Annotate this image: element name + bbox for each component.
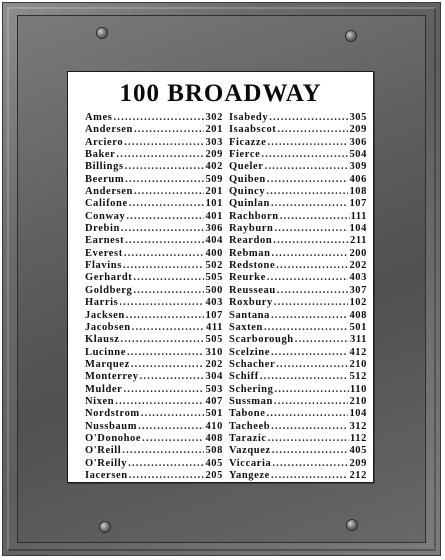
entry-room-number: 210 <box>349 358 367 370</box>
entry-room-number: 209 <box>205 149 223 161</box>
entry-name: Saxten <box>229 321 263 333</box>
entry-room-number: 500 <box>205 284 223 296</box>
entry-name: Rebman <box>229 247 271 259</box>
entry-name: Klausz <box>85 334 120 346</box>
directory-entry <box>229 186 367 198</box>
entry-leader-dots <box>268 433 349 445</box>
directory-entry <box>85 272 223 284</box>
directory-entry <box>85 174 223 186</box>
directory-entry <box>229 235 367 247</box>
entry-name: Tabone <box>229 408 266 420</box>
entry-name: Flavins <box>85 260 122 272</box>
directory-entry <box>85 445 223 457</box>
entry-room-number: 202 <box>205 358 223 370</box>
entry-leader-dots <box>129 198 205 210</box>
entry-room-number: 403 <box>205 297 223 309</box>
directory-entry <box>85 371 223 383</box>
entry-room-number: 209 <box>349 124 367 136</box>
entry-name: O'Reill <box>85 445 122 457</box>
entry-room-number: 102 <box>349 297 367 309</box>
entry-name: Jacksen <box>85 309 125 321</box>
entry-name: Califone <box>85 198 128 210</box>
entry-room-number: 202 <box>349 260 367 272</box>
entry-name: Schiff <box>229 371 259 383</box>
entry-leader-dots <box>132 322 205 334</box>
entry-room-number: 400 <box>205 247 223 259</box>
entry-leader-dots <box>124 137 204 149</box>
entry-leader-dots <box>269 112 348 124</box>
directory-entry <box>85 384 223 396</box>
entry-name: Marquez <box>85 358 130 370</box>
entry-name: Sussman <box>229 395 273 407</box>
entry-name: Tacheeb <box>229 420 271 432</box>
directory-entry <box>85 124 223 136</box>
entry-room-number: 304 <box>205 371 223 383</box>
entry-room-number: 210 <box>349 395 367 407</box>
directory-entry <box>229 297 367 309</box>
directory-entry <box>229 223 367 235</box>
entry-leader-dots <box>271 198 348 210</box>
entry-name: Goldberg <box>85 284 133 296</box>
entry-name: Gerhardt <box>85 272 133 284</box>
screw-icon <box>100 522 110 532</box>
entry-room-number: 212 <box>349 469 367 481</box>
entry-leader-dots <box>267 174 349 186</box>
directory-entry <box>229 260 367 272</box>
directory-entry <box>85 248 223 260</box>
entry-name: Lucinne <box>85 346 126 358</box>
entry-name: Scarborough <box>229 334 294 346</box>
directory-entry <box>85 260 223 272</box>
entry-room-number: 312 <box>349 420 367 432</box>
directory-entry <box>85 359 223 371</box>
directory-entry <box>85 322 223 334</box>
entry-name: O'Donohoe <box>85 432 142 444</box>
directory-entry <box>85 310 223 322</box>
entry-name: Conway <box>85 210 126 222</box>
entry-room-number: 302 <box>205 112 223 123</box>
entry-leader-dots <box>274 396 349 408</box>
directory-entry <box>85 408 223 420</box>
entry-name: Fierce <box>229 149 261 161</box>
entry-leader-dots <box>126 211 204 223</box>
entry-leader-dots <box>271 470 348 482</box>
directory-entry <box>229 322 367 334</box>
entry-room-number: 201 <box>205 124 223 136</box>
screw-icon <box>346 31 356 41</box>
entry-room-number: 310 <box>205 346 223 358</box>
entry-name: Schering <box>229 383 274 395</box>
entry-name: Reurke <box>229 272 266 284</box>
entry-room-number: 512 <box>349 371 367 383</box>
entry-leader-dots <box>119 297 204 309</box>
directory-entry <box>85 285 223 297</box>
entry-room-number: 407 <box>205 395 223 407</box>
entry-leader-dots <box>128 458 204 470</box>
entry-name: Billings <box>85 161 124 173</box>
directory-entry <box>229 112 367 124</box>
entry-room-number: 211 <box>350 235 367 247</box>
entry-room-number: 306 <box>205 223 223 235</box>
directory-entry <box>229 347 367 359</box>
directory-entry <box>229 174 367 186</box>
directory-entry <box>229 384 367 396</box>
directory-entry <box>229 371 367 383</box>
entry-name: Roxbury <box>229 297 273 309</box>
entry-room-number: 107 <box>349 198 367 210</box>
directory-entry <box>85 186 223 198</box>
entry-name: Baker <box>85 149 116 161</box>
entry-name: Queler <box>229 161 264 173</box>
directory-entry <box>229 421 367 433</box>
screw-icon <box>347 520 357 530</box>
entry-leader-dots <box>274 297 349 309</box>
directory-entry <box>229 408 367 420</box>
directory-entry <box>85 211 223 223</box>
directory-entry <box>229 248 367 260</box>
entry-name: Tarazic <box>229 432 267 444</box>
directory-entry <box>85 396 223 408</box>
entry-leader-dots <box>274 384 349 396</box>
entry-room-number: 505 <box>205 272 223 284</box>
entry-room-number: 406 <box>349 173 367 185</box>
entry-room-number: 411 <box>206 321 223 333</box>
directory-entry <box>229 310 367 322</box>
entry-name: Vazquez <box>229 445 271 457</box>
entry-leader-dots <box>276 359 348 371</box>
directory-entry <box>229 272 367 284</box>
entry-name: Andersen <box>85 124 133 136</box>
entry-leader-dots <box>274 223 348 235</box>
directory-entry <box>229 334 367 346</box>
entry-name: Viccaria <box>229 457 272 469</box>
entry-room-number: 410 <box>205 420 223 432</box>
entry-room-number: 101 <box>205 198 223 210</box>
entry-leader-dots <box>271 310 348 322</box>
entry-room-number: 303 <box>205 136 223 148</box>
entry-name: Schacher <box>229 358 276 370</box>
directory-entry <box>229 137 367 149</box>
entry-leader-dots <box>127 347 204 359</box>
directory-entry <box>85 458 223 470</box>
entry-leader-dots <box>260 371 349 383</box>
entry-leader-dots <box>133 272 204 284</box>
entry-leader-dots <box>131 359 205 371</box>
directory-entry <box>229 285 367 297</box>
entry-leader-dots <box>121 334 205 346</box>
entry-room-number: 305 <box>349 112 367 123</box>
entry-name: Mulder <box>85 383 123 395</box>
entry-room-number: 509 <box>205 173 223 185</box>
directory-entry <box>85 198 223 210</box>
entry-room-number: 306 <box>349 136 367 148</box>
entry-leader-dots <box>267 272 349 284</box>
directory-title: 100 BROADWAY <box>119 80 322 107</box>
entry-name: Ficazze <box>229 136 267 148</box>
directory-entry <box>229 198 367 210</box>
directory-entry <box>229 458 367 470</box>
directory-entry <box>85 334 223 346</box>
entry-room-number: 408 <box>205 432 223 444</box>
entry-name: Rachborn <box>229 210 279 222</box>
entry-name: Andersen <box>85 186 133 198</box>
entry-room-number: 104 <box>349 408 367 420</box>
entry-room-number: 309 <box>349 161 367 173</box>
entry-name: Quincy <box>229 186 266 198</box>
entry-leader-dots <box>133 285 204 297</box>
entry-leader-dots <box>295 334 349 346</box>
entry-name: Quinlan <box>229 198 270 210</box>
entry-room-number: 405 <box>205 457 223 469</box>
directory-entry <box>229 124 367 136</box>
entry-room-number: 503 <box>205 383 223 395</box>
entry-name: Rayburn <box>229 223 274 235</box>
entry-room-number: 402 <box>205 161 223 173</box>
directory-entry <box>229 396 367 408</box>
entry-leader-dots <box>264 322 349 334</box>
screw-icon <box>97 28 107 38</box>
entry-leader-dots <box>122 445 204 457</box>
entry-leader-dots <box>277 124 348 136</box>
entry-leader-dots <box>116 149 204 161</box>
directory-entry <box>85 470 223 482</box>
entry-name: Harris <box>85 297 119 309</box>
entry-name: Beerum <box>85 173 125 185</box>
entry-leader-dots <box>266 186 348 198</box>
entry-name: Reardon <box>229 235 273 247</box>
entry-room-number: 104 <box>349 223 367 235</box>
entry-name: Jacobsen <box>85 321 131 333</box>
entry-room-number: 107 <box>205 309 223 321</box>
entry-leader-dots <box>272 458 348 470</box>
entry-name: Yangeze <box>229 469 270 481</box>
directory-entry <box>229 470 367 482</box>
entry-room-number: 408 <box>349 309 367 321</box>
entry-name: O'Reilly <box>85 457 128 469</box>
entry-room-number: 405 <box>349 445 367 457</box>
directory-entry <box>229 445 367 457</box>
entry-leader-dots <box>125 235 204 247</box>
directory-entry <box>85 235 223 247</box>
entry-leader-dots <box>134 186 204 198</box>
directory-right-column <box>229 112 367 482</box>
entry-leader-dots <box>265 161 349 173</box>
entry-leader-dots <box>125 174 204 186</box>
directory-entry <box>85 161 223 173</box>
entry-leader-dots <box>141 408 205 420</box>
entry-room-number: 201 <box>205 186 223 198</box>
entry-leader-dots <box>115 396 204 408</box>
entry-leader-dots <box>126 310 205 322</box>
entry-room-number: 307 <box>349 284 367 296</box>
entry-leader-dots <box>138 421 204 433</box>
entry-room-number: 501 <box>349 321 367 333</box>
entry-room-number: 110 <box>350 383 367 395</box>
entry-leader-dots <box>125 161 205 173</box>
directory-entry <box>85 112 223 124</box>
entry-room-number: 508 <box>205 445 223 457</box>
directory-entry <box>85 149 223 161</box>
entry-leader-dots <box>277 285 349 297</box>
directory-entry <box>85 421 223 433</box>
entry-leader-dots <box>124 248 205 260</box>
entry-name: Ames <box>85 112 113 123</box>
entry-leader-dots <box>276 260 348 272</box>
entry-leader-dots <box>271 421 348 433</box>
entry-leader-dots <box>123 260 205 272</box>
entry-room-number: 501 <box>205 408 223 420</box>
entry-leader-dots <box>261 149 348 161</box>
directory-entry <box>85 137 223 149</box>
entry-room-number: 209 <box>349 457 367 469</box>
entry-leader-dots <box>267 137 348 149</box>
entry-room-number: 404 <box>205 235 223 247</box>
entry-leader-dots <box>123 384 204 396</box>
entry-name: Nussbaum <box>85 420 138 432</box>
directory-panel <box>67 71 374 483</box>
entry-name: Iacersen <box>85 469 128 481</box>
entry-name: Redstone <box>229 260 276 272</box>
directory-entry <box>229 433 367 445</box>
entry-name: Monterrey <box>85 371 139 383</box>
directory-entry <box>229 359 367 371</box>
directory-entry <box>229 211 367 223</box>
entry-name: Nordstrom <box>85 408 140 420</box>
entry-leader-dots <box>129 470 205 482</box>
entry-leader-dots <box>140 371 205 383</box>
entry-leader-dots <box>272 445 349 457</box>
directory-entry <box>229 161 367 173</box>
entry-name: Nixen <box>85 395 115 407</box>
entry-leader-dots <box>280 211 350 223</box>
entry-room-number: 401 <box>205 210 223 222</box>
directory-entry <box>85 297 223 309</box>
entry-name: Earnest <box>85 235 125 247</box>
directory-left-column <box>85 112 223 482</box>
directory-entry <box>85 433 223 445</box>
directory-entry <box>85 347 223 359</box>
directory-entry <box>229 149 367 161</box>
entry-leader-dots <box>266 408 348 420</box>
entry-name: Santana <box>229 309 270 321</box>
entry-name: Quiben <box>229 173 266 185</box>
entry-leader-dots <box>271 347 348 359</box>
entry-room-number: 504 <box>349 149 367 161</box>
entry-name: Scelzine <box>229 346 270 358</box>
entry-room-number: 502 <box>205 260 223 272</box>
directory-entry <box>85 223 223 235</box>
entry-room-number: 111 <box>350 210 367 222</box>
entry-name: Isabedy <box>229 112 269 123</box>
entry-leader-dots <box>272 248 349 260</box>
entry-room-number: 505 <box>205 334 223 346</box>
entry-room-number: 205 <box>205 469 223 481</box>
entry-name: Everest <box>85 247 123 259</box>
entry-leader-dots <box>142 433 204 445</box>
entry-leader-dots <box>121 223 205 235</box>
entry-room-number: 412 <box>349 346 367 358</box>
entry-name: Reusseau <box>229 284 276 296</box>
entry-name: Drebin <box>85 223 120 235</box>
entry-room-number: 200 <box>349 247 367 259</box>
entry-name: Arciero <box>85 136 124 148</box>
entry-name: Isaabscot <box>229 124 277 136</box>
entry-room-number: 112 <box>350 432 367 444</box>
entry-leader-dots <box>273 235 349 247</box>
entry-leader-dots <box>134 124 204 136</box>
entry-room-number: 108 <box>349 186 367 198</box>
entry-leader-dots <box>113 112 204 124</box>
entry-room-number: 403 <box>349 272 367 284</box>
entry-room-number: 311 <box>350 334 367 346</box>
